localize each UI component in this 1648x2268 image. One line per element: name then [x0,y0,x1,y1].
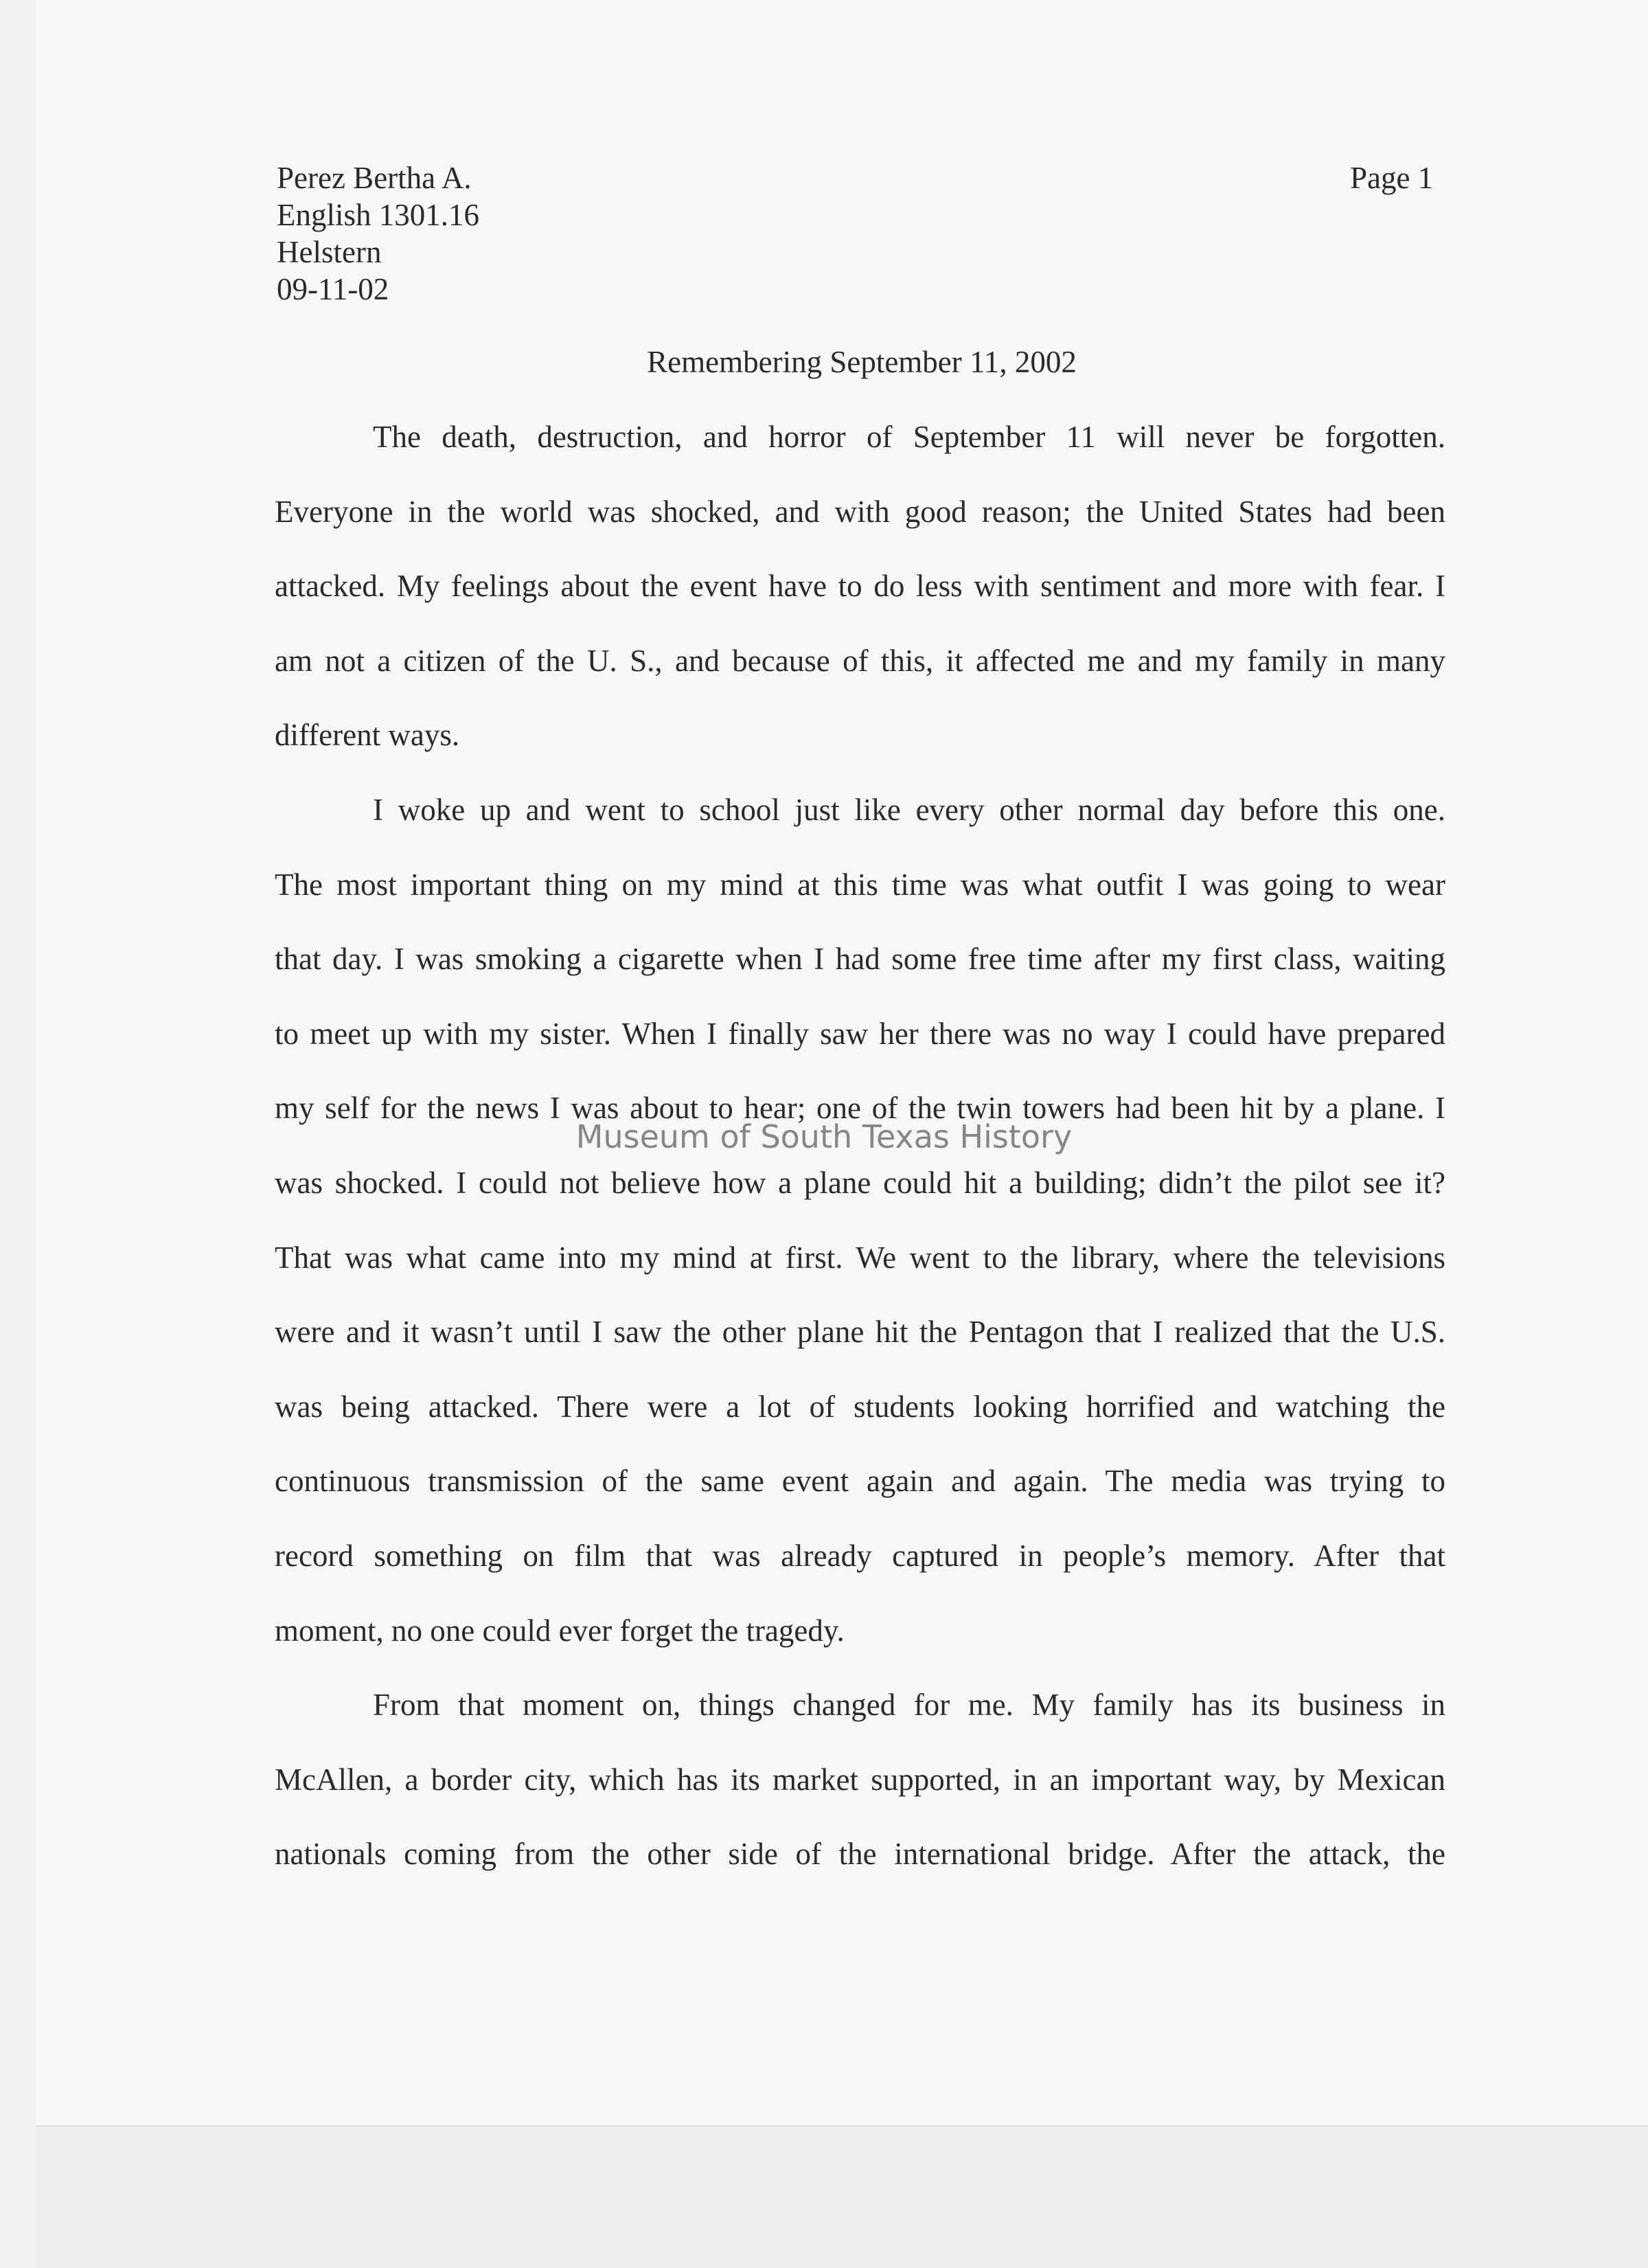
essay-line: my self for the news I was about to hear; one of the twin towers had been hit by a plane. I [275,1091,1445,1126]
essay-line: nationals coming from the other side of the international bridge. After the attack, the [275,1837,1445,1872]
essay-line: attacked. My feelings about the event have to do less with sentiment and more with fear. I [275,569,1445,604]
essay-line: that day. I was smoking a cigarette when I had some free time after my first class, waiting [275,942,1445,977]
essay-line: From that moment on, things changed for me. My family has its business in [373,1688,1445,1723]
essay-body [275,418,1445,1910]
essay-line: was shocked. I could not believe how a plane could hit a building; didn’t the pilot see it? [275,1165,1445,1200]
essay-line: Everyone in the world was shocked, and with good reason; the United States had been [275,494,1445,529]
essay-title: Remembering September 11, 2002 [647,345,1077,379]
essay-line: different ways. [275,718,460,753]
essay-line: The death, destruction, and horror of September 11 will never be forgotten. [373,420,1445,454]
essay-line: record something on film that was already captured in people’s memory. After that [275,1538,1445,1573]
essay-line: was being attacked. There were a lot of students looking horrified and watching the [275,1389,1445,1424]
header-block [277,159,479,308]
essay-line: continuous transmission of the same event again and again. The media was trying to [275,1464,1445,1499]
essay-line: moment, no one could ever forget the tragedy. [275,1613,845,1648]
header-date: 09-11-02 [277,272,389,306]
essay-line: McAllen, a border city, which has its market supported, in an important way, by Mexican [275,1762,1445,1797]
instructor-name: Helstern [277,235,382,269]
page-number: Page 1 [1350,161,1434,195]
essay-line: I woke up and went to school just like every other normal day before this one. [373,792,1445,827]
essay-line: were and it wasn’t until I saw the other plane hit the Pentagon that I realized that the U.S. [275,1315,1445,1350]
author-name: Perez Bertha A. [277,161,472,195]
course-name: English 1301.16 [277,198,480,232]
essay-line: am not a citizen of the U. S., and because of this, it affected me and my family in many [275,643,1445,678]
museum-watermark: Museum of South Texas History [575,1118,1073,1155]
essay-line: That was what came into my mind at first. We went to the library, where the televisions [275,1240,1445,1275]
essay-line: The most important thing on my mind at this time was what outfit I was going to wear [275,867,1445,902]
essay-line: to meet up with my sister. When I finally saw her there was no way I could have prepared [275,1016,1445,1051]
